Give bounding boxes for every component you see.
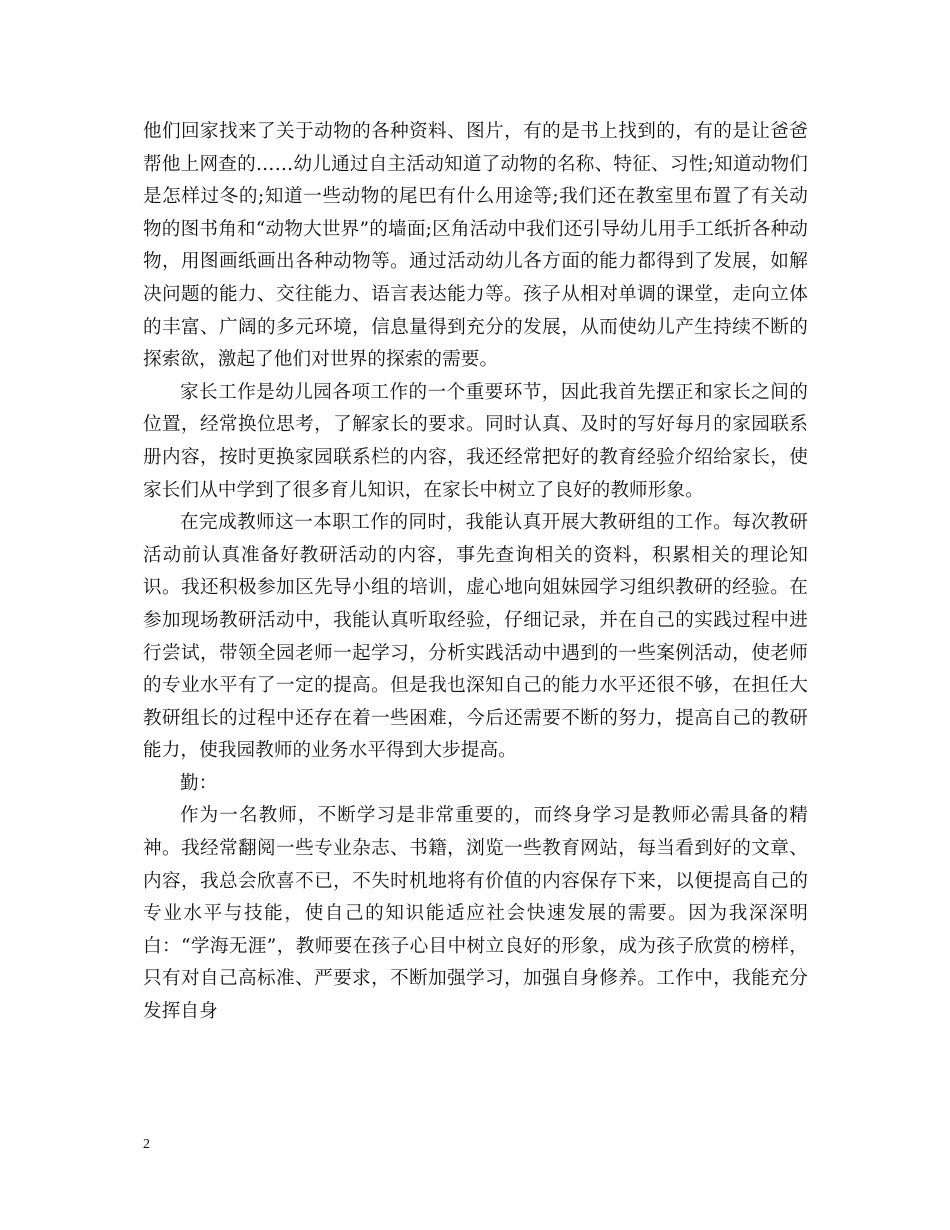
page-number: 2	[143, 1137, 150, 1152]
document-body	[143, 116, 808, 1029]
paragraph-4: 作为一名教师，不断学习是非常重要的，而终身学习是教师必需具备的精神。我经常翻阅一些专业杂志、书籍，浏览一些教育网站，每当看到好的文章、内容，我总会欣喜不已，不失时机地将有价值的内容保存下来，以便提高自己的专业水平与技能，使自己的知识能适应社会快速发展的需要。因为我深深明白：“学海无涯”，教师要在孩子心目中树立良好的形象，成为孩子欣赏的榜样，只有对自己高标准、严要求，不断加强学习，加强自身修养。工作中，我能充分发挥自身	[143, 805, 808, 1023]
paragraph-2: 家长工作是幼儿园各项工作的一个重要环节，因此我首先摆正和家长之间的位置，经常换位思考，了解家长的要求。同时认真、及时的写好每月的家园联系册内容，按时更换家园联系栏的内容，我还经常把好的教育经验介绍给家长，使家长们从中学到了很多育儿知识，在家长中树立了良好的教师形象。	[143, 381, 808, 501]
paragraph-3: 在完成教师这一本职工作的同时，我能认真开展大教研组的工作。每次教研活动前认真准备好教研活动的内容，事先查询相关的资料，积累相关的理论知识。我还积极参加区先导小组的培训，虚心地向姐妹园学习组织教研的经验。在参加现场教研活动中，我能认真听取经验，仔细记录，并在自己的实践过程中进行尝试，带领全园老师一起学习，分析实践活动中遇到的一些案例活动，使老师的专业水平有了一定的提高。但是我也深知自己的能力水平还很不够，在担任大教研组长的过程中还存在着一些困难，今后还需要不断的努力，提高自己的教研能力，使我园教师的业务水平得到大步提高。	[143, 512, 808, 762]
section-heading-qin: 勤：	[180, 772, 218, 794]
paragraph-1: 他们回家找来了关于动物的各种资料、图片，有的是书上找到的，有的是让爸爸帮他上网查的……幼儿通过自主活动知道了动物的名称、特征、习性;知道动物们是怎样过冬的;知道一些动物的尾巴有什么用途等;我们还在教室里布置了有关动物的图书角和“动物大世界”的墙面;区角活动中我们还引导幼儿用手工纸折各种动物，用图画纸画出各种动物等。通过活动幼儿各方面的能力都得到了发展，如解决问题的能力、交往能力、语言表达能力等。孩子从相对单调的课堂，走向立体的丰富、广阔的多元环境，信息量得到充分的发展，从而使幼儿产生持续不断的探索欲，激起了他们对世界的探索的需要。	[143, 121, 808, 371]
